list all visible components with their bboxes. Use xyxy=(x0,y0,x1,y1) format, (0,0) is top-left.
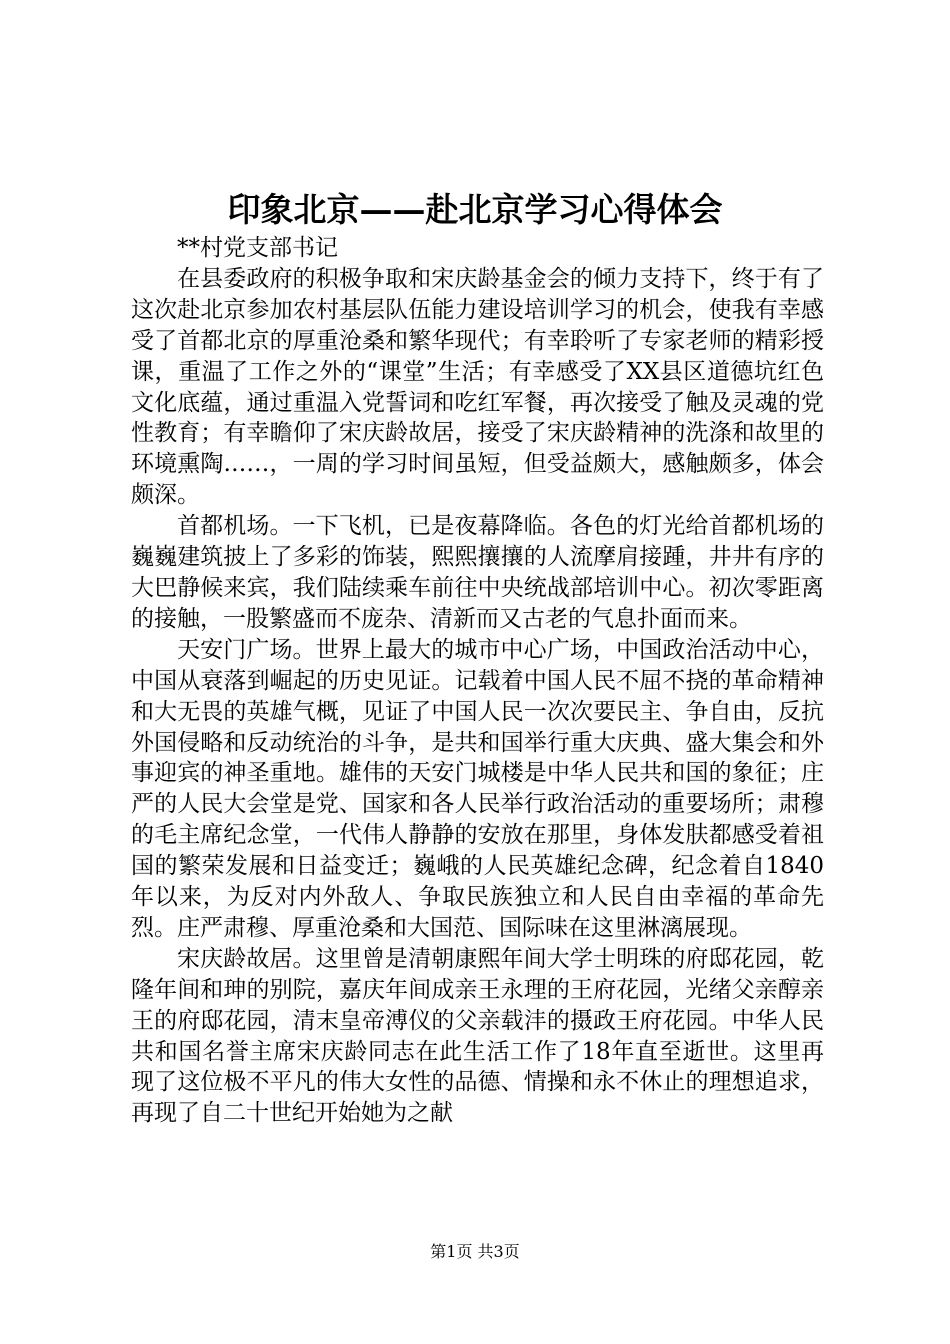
paragraph-soong-ching-ling: 宋庆龄故居。这里曾是清朝康熙年间大学士明珠的府邸花园，乾隆年间和珅的别院，嘉庆年间成亲王永理的王府花园，光绪父亲醇亲王的府邸花园，清末皇帝溥仪的父亲载沣的摄政王府花园。中华人民共和国名誉主席宋庆龄同志在此生活工作了18年直至逝世。这里再现了这位极不平凡的伟大女性的品德、情操和永不休止的理想追求，再现了自二十世纪开始她为之献 xyxy=(131,945,824,1127)
author-line: **村党支部书记 xyxy=(177,235,338,261)
paragraph-intro: 在县委政府的积极争取和宋庆龄基金会的倾力支持下，终于有了这次赴北京参加农村基层队伍能力建设培训学习的机会，使我有幸感受了首都北京的厚重沧桑和繁华现代；有幸聆听了专家老师的精彩授课，重温了工作之外的“课堂”生活；有幸感受了XX县区道德坑红色文化底蕴，通过重温入党誓词和吃红军餐，再次接受了触及灵魂的党性教育；有幸瞻仰了宋庆龄故居，接受了宋庆龄精神的洗涤和故里的环境熏陶……，一周的学习时间虽短，但受益颇大，感触颇多，体会颇深。 xyxy=(131,265,824,509)
document-body xyxy=(131,233,824,1129)
document-title: 印象北京——赴北京学习心得体会 xyxy=(227,190,723,229)
page-footer: 第1页 共3页 xyxy=(430,1242,520,1261)
paragraph-tiananmen: 天安门广场。世界上最大的城市中心广场，中国政治活动中心，中国从衰落到崛起的历史见证。记载着中国人民不屈不挠的革命精神和大无畏的英雄气概，见证了中国人民一次次要民主、争自由，反抗外国侵略和反动统治的斗争，是共和国举行重大庆典、盛大集会和外事迎宾的神圣重地。雄伟的天安门城楼是中华人民共和国的象征；庄严的人民大会堂是党、国家和各人民举行政治活动的重要场所；肃穆的毛主席纪念堂，一代伟人静静的安放在那里，身体发肤都感受着祖国的繁荣发展和日益变迁；巍峨的人民英雄纪念碑，纪念着自1840年以来，为反对内外敌人、争取民族独立和人民自由幸福的革命先烈。庄严肃穆、厚重沧桑和大国范、国际味在这里淋漓展现。 xyxy=(131,636,824,941)
paragraph-airport: 首都机场。一下飞机，已是夜幕降临。各色的灯光给首都机场的巍巍建筑披上了多彩的饰装，熙熙攘攘的人流摩肩接踵，井井有序的大巴静候来宾，我们陆续乘车前往中央统战部培训中心。初次零距离的接触，一股繁盛而不庞杂、清新而又古老的气息扑面而来。 xyxy=(131,513,824,632)
